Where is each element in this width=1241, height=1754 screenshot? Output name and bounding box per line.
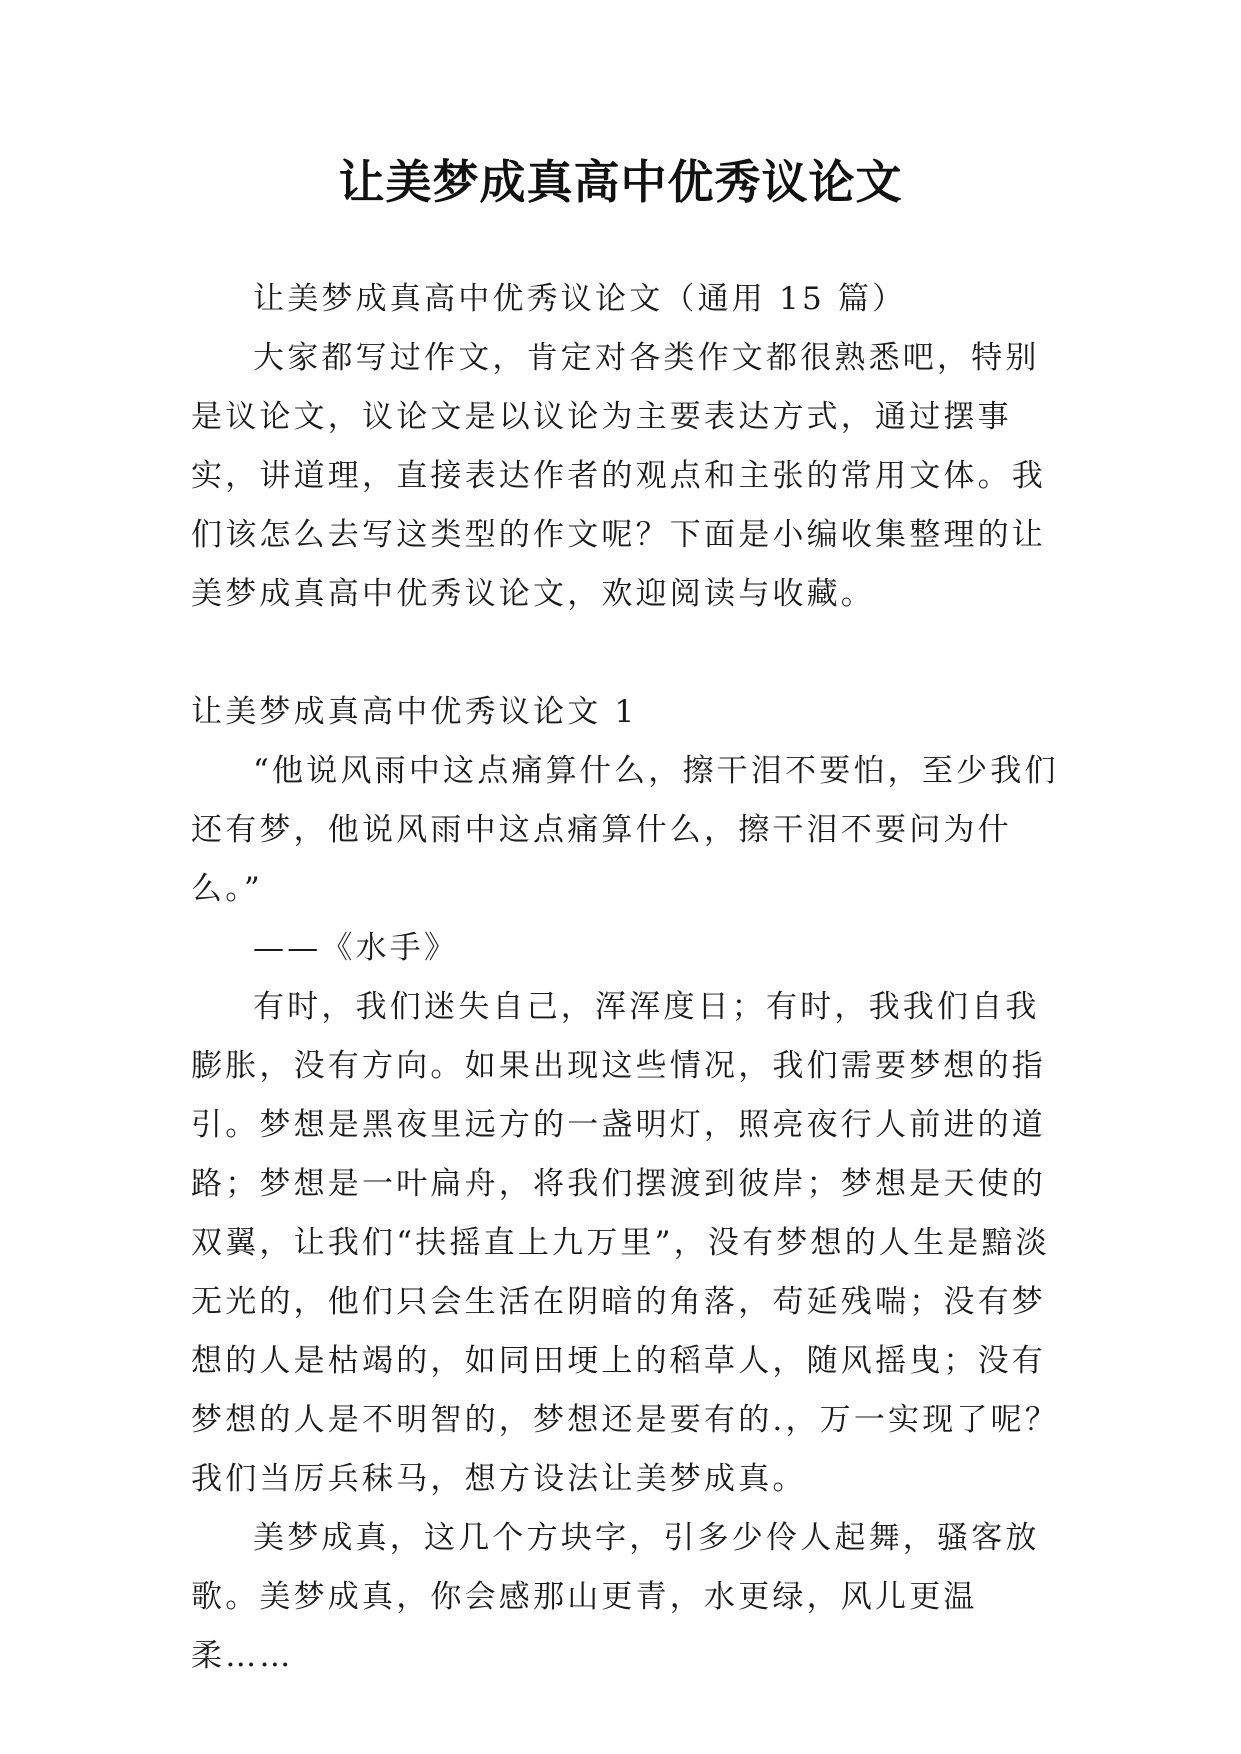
section-heading: 让美梦成真高中优秀议论文 1 — [191, 694, 638, 730]
body-paragraph: 美梦成真，这几个方块字，引多少伶人起舞，骚客放歌。美梦成真，你会感那山更青，水更绿，风儿更温柔…… — [191, 1520, 1040, 1674]
quote-paragraph: “他说风雨中这点痛算什么，擦干泪不要怕，至少我们还有梦，他说风雨中这点痛算什么，擦干泪不要问为什么。” — [191, 753, 1059, 907]
document-title: 让美梦成真高中优秀议论文 — [338, 155, 903, 209]
document-subtitle: 让美梦成真高中优秀议论文（通用 15 篇） — [253, 281, 907, 317]
intro-paragraph: 大家都写过作文，肯定对各类作文都很熟悉吧，特别是议论文，议论文是以议论为主要表达方式，通过摆事实，讲道理，直接表达作者的观点和主张的常用文体。我们该怎么去写这类型的作文呢？下面是小编收集整理的让美梦成真高中优秀议论文，欢迎阅读与收藏。 — [191, 340, 1046, 612]
body-paragraph: 有时，我们迷失自己，浑浑度日；有时，我我们自我膨胀，没有方向。如果出现这些情况，我们需要梦想的指引。梦想是黑夜里远方的一盏明灯，照亮夜行人前进的道路；梦想是一叶扁舟，将我们摆渡到彼岸；梦想是天使的双翼，让我们“扶摇直上九万里”，没有梦想的人生是黯淡无光的，他们只会生活在阴暗的角落，苟延残喘；没有梦想的人是枯竭的，如同田埂上的稻草人，随风摇曳；没有梦想的人是不明智的，梦想还是要有的.，万一实现了呢？我们当厉兵秣马，想方设法让美梦成真。 — [191, 989, 1060, 1497]
quote-source: ——《水手》 — [253, 930, 459, 966]
document-body — [191, 270, 1061, 1686]
section-spacer — [191, 624, 1061, 683]
